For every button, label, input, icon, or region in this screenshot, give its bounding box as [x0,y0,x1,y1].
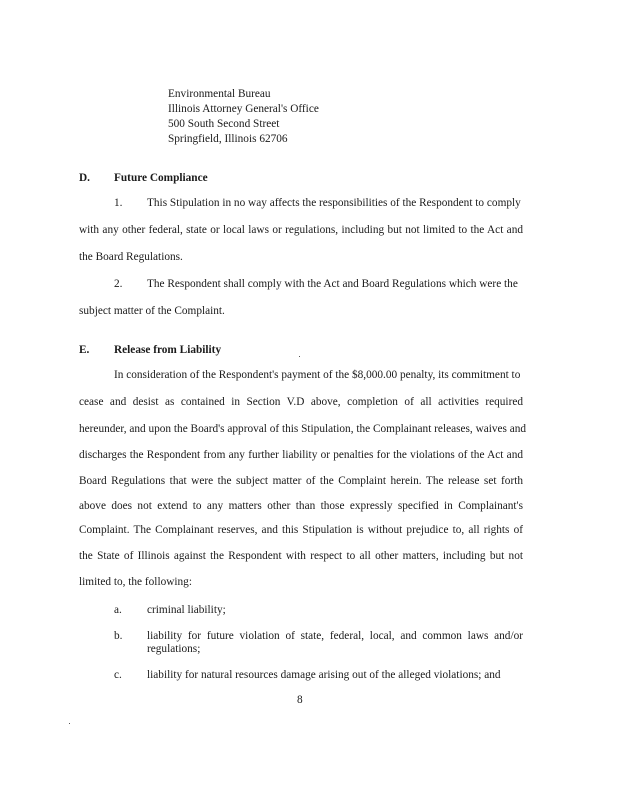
paragraph-first-line: This Stipulation in no way affects the responsibilities of the Respondent to comply [147,197,521,209]
section-d-title: Future Compliance [114,172,208,184]
list-item: liability for future violation of state, federal, local, and common laws and/or regulations; [147,630,523,655]
list-item: criminal liability; [147,604,226,616]
paragraph-number: 1. [114,197,123,209]
address-line-1: Environmental Bureau [168,88,271,100]
paragraph-line: cease and desist as contained in Section V.D above, completion of all activities required [79,396,523,408]
paragraph-line: with any other federal, state or local laws or regulations, including but not limited to the Act and [79,224,523,236]
paragraph-line: above does not extend to any matters other than those expressly specified in Complainant's [79,500,523,512]
paragraph-first-line: The Respondent shall comply with the Act and Board Regulations which were the [147,278,518,290]
list-item-marker: a. [114,604,122,616]
scan-speck [299,356,300,357]
list-item: liability for natural resources damage arising out of the alleged violations; and [147,669,501,681]
paragraph-line: Board Regulations that were the subject matter of the Complaint herein. The release set forth [79,475,523,487]
scan-speck [69,723,70,724]
paragraph-first-line: In consideration of the Respondent's payment of the $8,000.00 penalty, its commitment to [114,369,521,381]
address-line-2: Illinois Attorney General's Office [168,103,319,115]
section-d-letter: D. [79,172,90,184]
address-line-4: Springfield, Illinois 62706 [168,133,288,145]
section-e-title: Release from Liability [114,344,222,356]
address-line-3: 500 South Second Street [168,118,280,130]
page-number: 8 [297,694,303,706]
section-e-letter: E. [79,344,90,356]
list-item-marker: b. [114,630,123,642]
paragraph-line: discharges the Respondent from any further liability or penalties for the violations of the Act and [79,449,523,461]
paragraph-line: subject matter of the Complaint. [79,305,225,317]
paragraph-line: limited to, the following: [79,576,192,588]
paragraph-line: Complaint. The Complainant reserves, and this Stipulation is without prejudice to, all rights of [79,524,523,536]
paragraph-number: 2. [114,278,123,290]
paragraph-line: hereunder, and upon the Board's approval of this Stipulation, the Complainant releases, waives and [79,423,527,435]
list-item-marker: c. [114,669,122,681]
paragraph-line: the Board Regulations. [79,251,183,263]
paragraph-line: the State of Illinois against the Respondent with respect to all other matters, including but not [79,550,523,562]
